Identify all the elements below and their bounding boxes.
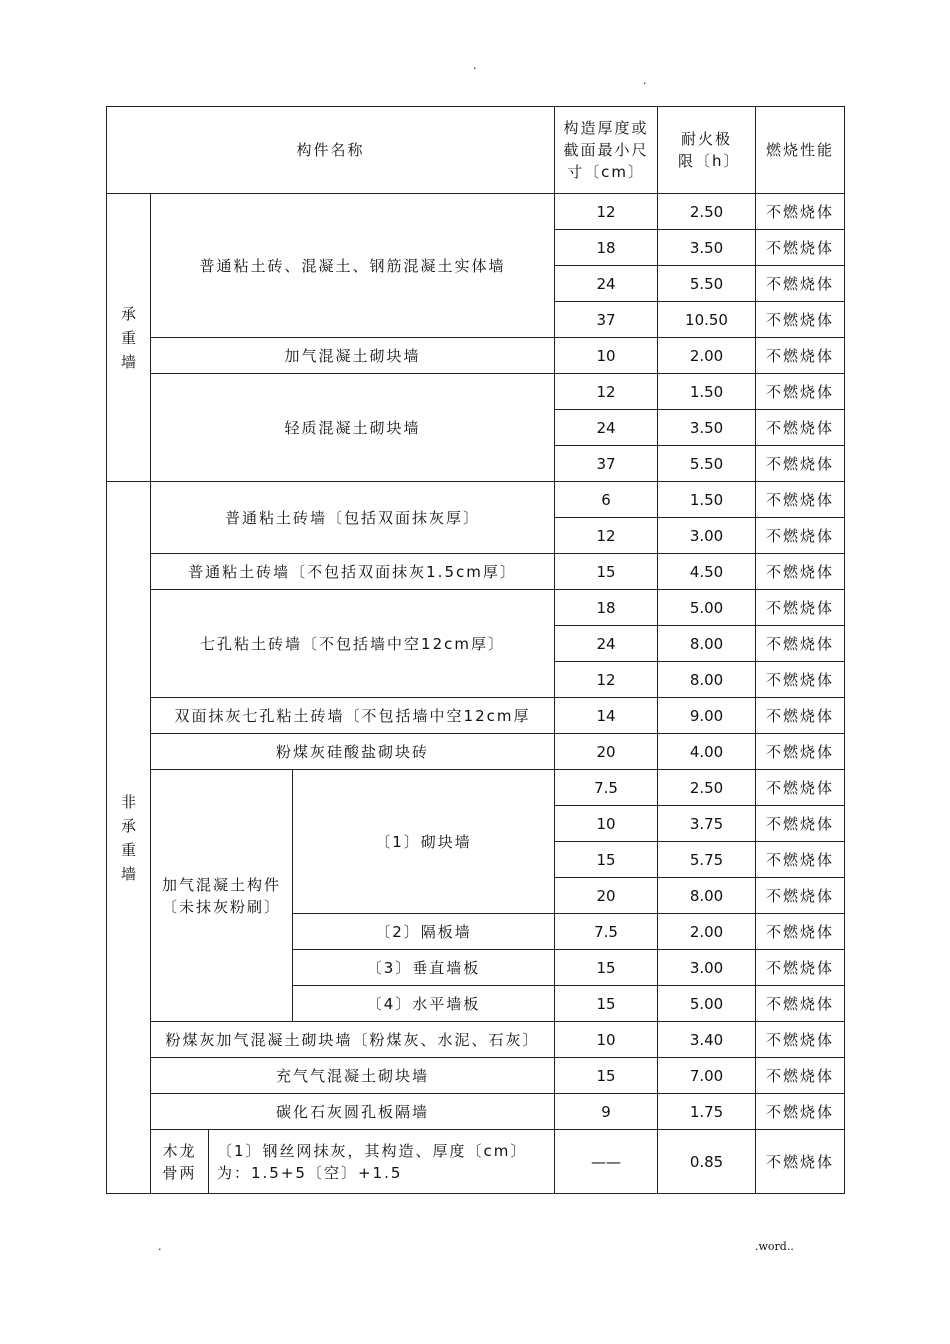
performance-cell: 不燃烧体: [756, 950, 845, 986]
performance-cell: 不燃烧体: [756, 554, 845, 590]
table-row: [107, 1130, 845, 1194]
thickness-cell: 12: [555, 662, 658, 698]
thickness-cell: 15: [555, 842, 658, 878]
limit-cell: 4.00: [658, 734, 756, 770]
performance-cell: 不燃烧体: [756, 1094, 845, 1130]
thickness-cell: 18: [555, 230, 658, 266]
member-name: 普通粘土砖、混凝土、钢筋混凝土实体墙: [151, 194, 555, 338]
limit-cell: 1.50: [658, 482, 756, 518]
member-name: 轻质混凝土砌块墙: [151, 374, 555, 482]
thickness-cell: 15: [555, 950, 658, 986]
thickness-cell: 24: [555, 626, 658, 662]
performance-cell: 不燃烧体: [756, 914, 845, 950]
limit-cell: 8.00: [658, 878, 756, 914]
performance-cell: 不燃烧体: [756, 770, 845, 806]
thickness-cell: 10: [555, 806, 658, 842]
page-mark-bottom-left: .: [158, 1240, 162, 1253]
limit-cell: 3.00: [658, 518, 756, 554]
thickness-cell: 20: [555, 734, 658, 770]
limit-cell: 2.50: [658, 770, 756, 806]
performance-cell: 不燃烧体: [756, 1022, 845, 1058]
thickness-cell: 10: [555, 1022, 658, 1058]
thickness-cell: 12: [555, 194, 658, 230]
group-non-load-bearing: 非承重墙: [107, 482, 151, 1194]
performance-cell: 不燃烧体: [756, 266, 845, 302]
thickness-cell: 15: [555, 986, 658, 1022]
limit-cell: 3.00: [658, 950, 756, 986]
member-name: 木龙骨两: [151, 1130, 209, 1194]
thickness-cell: 37: [555, 302, 658, 338]
performance-cell: 不燃烧体: [756, 446, 845, 482]
thickness-cell: 12: [555, 374, 658, 410]
member-name: 〔1〕钢丝网抹灰，其构造、厚度〔cm〕为：1.5+5〔空〕+1.5: [209, 1130, 555, 1194]
header-name: 构件名称: [107, 107, 555, 194]
performance-cell: 不燃烧体: [756, 338, 845, 374]
limit-cell: 9.00: [658, 698, 756, 734]
limit-cell: 1.50: [658, 374, 756, 410]
fire-resistance-table: [106, 106, 845, 1194]
performance-cell: 不燃烧体: [756, 374, 845, 410]
member-name: 加气混凝土构件〔未抹灰粉刷〕: [151, 770, 293, 1022]
limit-cell: 2.00: [658, 914, 756, 950]
table-row: [107, 194, 845, 230]
limit-cell: 7.00: [658, 1058, 756, 1094]
table-row: [107, 1058, 845, 1094]
thickness-cell: 6: [555, 482, 658, 518]
performance-cell: 不燃烧体: [756, 878, 845, 914]
performance-cell: 不燃烧体: [756, 1058, 845, 1094]
thickness-cell: 9: [555, 1094, 658, 1130]
performance-cell: 不燃烧体: [756, 302, 845, 338]
sub-member-name: 〔2〕隔板墙: [293, 914, 555, 950]
performance-cell: 不燃烧体: [756, 986, 845, 1022]
limit-cell: 5.00: [658, 986, 756, 1022]
performance-cell: 不燃烧体: [756, 662, 845, 698]
thickness-cell: 20: [555, 878, 658, 914]
thickness-cell: ——: [555, 1130, 658, 1194]
table-row: [107, 1094, 845, 1130]
table-row: [107, 770, 845, 806]
thickness-cell: 7.5: [555, 914, 658, 950]
table-row: [107, 698, 845, 734]
limit-cell: 3.75: [658, 806, 756, 842]
member-name: 碳化石灰圆孔板隔墙: [151, 1094, 555, 1130]
member-name: 普通粘土砖墙〔包括双面抹灰厚〕: [151, 482, 555, 554]
performance-cell: 不燃烧体: [756, 518, 845, 554]
performance-cell: 不燃烧体: [756, 482, 845, 518]
limit-cell: 10.50: [658, 302, 756, 338]
header-performance: 燃烧性能: [756, 107, 845, 194]
thickness-cell: 10: [555, 338, 658, 374]
page-footer-word: .word..: [755, 1240, 794, 1253]
table-row: [107, 482, 845, 518]
performance-cell: 不燃烧体: [756, 698, 845, 734]
sub-member-name: 〔1〕砌块墙: [293, 770, 555, 914]
sub-member-name: 〔3〕垂直墙板: [293, 950, 555, 986]
performance-cell: 不燃烧体: [756, 1130, 845, 1194]
header-row: [107, 107, 845, 194]
member-name: 加气混凝土砌块墙: [151, 338, 555, 374]
limit-cell: 5.50: [658, 446, 756, 482]
thickness-cell: 15: [555, 554, 658, 590]
page-mark-top: .: [473, 59, 477, 72]
limit-cell: 4.50: [658, 554, 756, 590]
limit-cell: 2.00: [658, 338, 756, 374]
performance-cell: 不燃烧体: [756, 806, 845, 842]
performance-cell: 不燃烧体: [756, 230, 845, 266]
limit-cell: 8.00: [658, 662, 756, 698]
sub-member-name: 〔4〕水平墙板: [293, 986, 555, 1022]
group-load-bearing: 承重墙: [107, 194, 151, 482]
limit-cell: 1.75: [658, 1094, 756, 1130]
table-row: [107, 338, 845, 374]
limit-cell: 3.50: [658, 410, 756, 446]
performance-cell: 不燃烧体: [756, 590, 845, 626]
limit-cell: 3.40: [658, 1022, 756, 1058]
limit-cell: 5.75: [658, 842, 756, 878]
limit-cell: 0.85: [658, 1130, 756, 1194]
thickness-cell: 7.5: [555, 770, 658, 806]
performance-cell: 不燃烧体: [756, 626, 845, 662]
member-name: 普通粘土砖墙〔不包括双面抹灰1.5cm厚〕: [151, 554, 555, 590]
member-name: 粉煤灰加气混凝土砌块墙〔粉煤灰、水泥、石灰〕: [151, 1022, 555, 1058]
member-name: 充气气混凝土砌块墙: [151, 1058, 555, 1094]
page-mark-top-right: .: [643, 74, 647, 87]
thickness-cell: 18: [555, 590, 658, 626]
performance-cell: 不燃烧体: [756, 734, 845, 770]
limit-cell: 5.50: [658, 266, 756, 302]
table-row: [107, 554, 845, 590]
thickness-cell: 15: [555, 1058, 658, 1094]
thickness-cell: 24: [555, 410, 658, 446]
table-row: [107, 1022, 845, 1058]
header-thickness: 构造厚度或截面最小尺寸〔cm〕: [555, 107, 658, 194]
table-row: [107, 374, 845, 410]
limit-cell: 8.00: [658, 626, 756, 662]
header-limit: 耐火极限〔h〕: [658, 107, 756, 194]
member-name: 粉煤灰硅酸盐砌块砖: [151, 734, 555, 770]
table-row: [107, 734, 845, 770]
thickness-cell: 14: [555, 698, 658, 734]
thickness-cell: 24: [555, 266, 658, 302]
thickness-cell: 37: [555, 446, 658, 482]
performance-cell: 不燃烧体: [756, 194, 845, 230]
performance-cell: 不燃烧体: [756, 842, 845, 878]
table-row: [107, 590, 845, 626]
performance-cell: 不燃烧体: [756, 410, 845, 446]
limit-cell: 5.00: [658, 590, 756, 626]
limit-cell: 2.50: [658, 194, 756, 230]
member-name: 双面抹灰七孔粘土砖墙〔不包括墙中空12cm厚: [151, 698, 555, 734]
limit-cell: 3.50: [658, 230, 756, 266]
member-name: 七孔粘土砖墙〔不包括墙中空12cm厚〕: [151, 590, 555, 698]
thickness-cell: 12: [555, 518, 658, 554]
